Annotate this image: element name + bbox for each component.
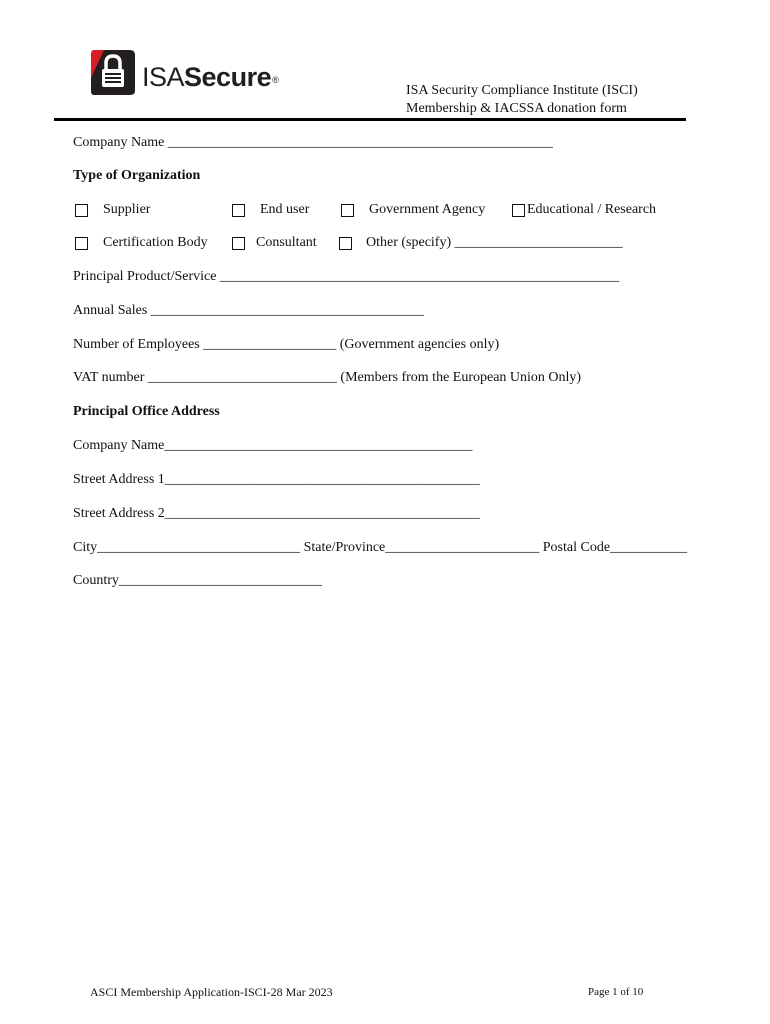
checkbox[interactable] bbox=[75, 237, 88, 250]
footer-document-id: ASCI Membership Application-ISCI-28 Mar 2023 bbox=[90, 985, 333, 999]
checkbox[interactable] bbox=[339, 237, 352, 250]
checkbox[interactable] bbox=[232, 204, 245, 217]
annual-sales-field[interactable]: Annual Sales _______________________________________ bbox=[73, 303, 424, 318]
footer-page-number: Page 1 of 10 bbox=[588, 986, 644, 998]
org-type-government-agency[interactable] bbox=[341, 202, 485, 218]
isasecure-logo bbox=[90, 48, 305, 98]
header-org-title: ISA Security Compliance Institute (ISCI) bbox=[406, 83, 638, 98]
org-type-supplier[interactable] bbox=[75, 202, 150, 218]
country-field[interactable]: Country_____________________________ bbox=[73, 573, 322, 588]
org-type-label: Certification Body bbox=[103, 235, 208, 250]
employees-field[interactable]: Number of Employees ___________________ (Government agencies only) bbox=[73, 337, 500, 352]
org-type-educational-research[interactable] bbox=[512, 202, 656, 218]
street-address-1-field[interactable]: Street Address 1_____________________________________________ bbox=[73, 472, 480, 487]
org-type-label: Supplier bbox=[103, 202, 151, 217]
principal-office-address-heading: Principal Office Address bbox=[73, 404, 220, 419]
org-type-certification-body[interactable] bbox=[75, 235, 208, 251]
org-type-label: Consultant bbox=[256, 235, 317, 250]
street-address-2-field[interactable]: Street Address 2_____________________________________________ bbox=[73, 506, 480, 521]
checkbox[interactable] bbox=[512, 204, 525, 217]
org-type-end-user[interactable] bbox=[232, 202, 309, 218]
city-state-postal-field[interactable]: City_____________________________ State/Province______________________ Postal Code___________ bbox=[73, 540, 688, 555]
org-type-other[interactable] bbox=[339, 235, 623, 251]
org-type-label: End user bbox=[260, 202, 310, 217]
header-rule bbox=[54, 118, 686, 121]
checkbox[interactable] bbox=[232, 237, 245, 250]
org-type-label: Other (specify) ________________________ bbox=[366, 235, 623, 250]
logo-wordmark: ISASecure® bbox=[142, 62, 279, 92]
org-type-consultant[interactable] bbox=[232, 235, 317, 251]
principal-product-field[interactable]: Principal Product/Service _________________________________________________________ bbox=[73, 269, 619, 284]
org-type-label: Government Agency bbox=[369, 202, 486, 217]
address-company-name-field[interactable]: Company Name____________________________________________ bbox=[73, 438, 473, 453]
checkbox[interactable] bbox=[341, 204, 354, 217]
header-form-title: Membership & IACSSA donation form bbox=[406, 101, 627, 116]
org-type-label: Educational / Research bbox=[527, 202, 657, 217]
company-name-field[interactable]: Company Name _______________________________________________________ bbox=[73, 135, 553, 150]
checkbox[interactable] bbox=[75, 204, 88, 217]
padlock-icon bbox=[90, 48, 137, 96]
vat-number-field[interactable]: VAT number ___________________________ (Members from the European Union Only) bbox=[73, 370, 582, 385]
type-of-organization-heading: Type of Organization bbox=[73, 168, 201, 183]
